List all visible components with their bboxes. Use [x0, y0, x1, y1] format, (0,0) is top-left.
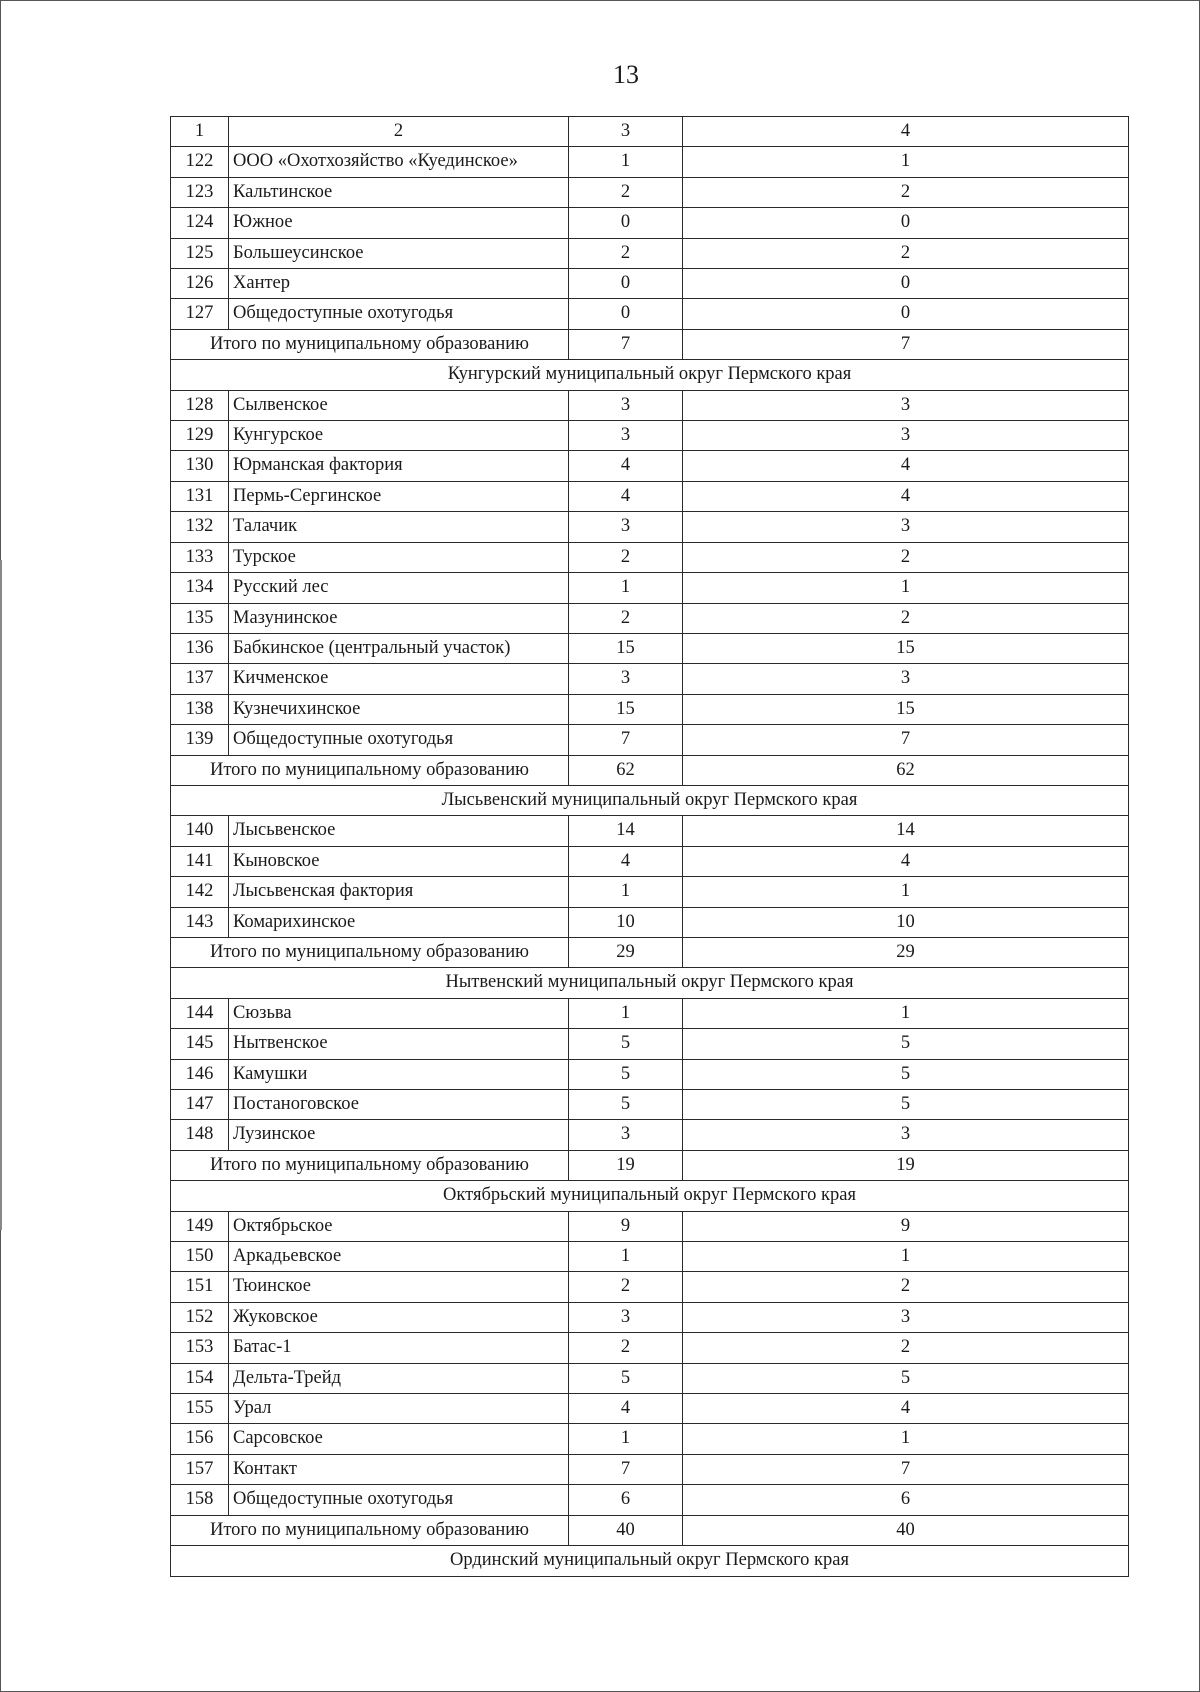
table-row	[171, 907, 1129, 937]
row-value-col3: 3	[569, 1120, 683, 1150]
section-title: Лысьвенский муниципальный округ Пермского края	[171, 785, 1129, 815]
row-number: 127	[171, 299, 229, 329]
row-value-col4: 3	[683, 512, 1129, 542]
total-value-col3: 29	[569, 937, 683, 967]
row-number: 128	[171, 390, 229, 420]
total-row	[171, 329, 1129, 359]
row-value-col3: 3	[569, 1302, 683, 1332]
row-name: Кунгурское	[229, 421, 569, 451]
table-body	[171, 117, 1129, 1577]
row-number: 140	[171, 816, 229, 846]
row-name: Русский лес	[229, 573, 569, 603]
row-value-col3: 2	[569, 177, 683, 207]
page-number: 13	[613, 60, 639, 89]
row-value-col3: 2	[569, 603, 683, 633]
row-value-col4: 5	[683, 1059, 1129, 1089]
table-row	[171, 633, 1129, 663]
row-number: 139	[171, 725, 229, 755]
section-title: Кунгурский муниципальный округ Пермского края	[171, 360, 1129, 390]
row-value-col4: 7	[683, 725, 1129, 755]
row-value-col4: 1	[683, 147, 1129, 177]
row-value-col3: 7	[569, 725, 683, 755]
row-name: Общедоступные охотугодья	[229, 1485, 569, 1515]
row-value-col3: 6	[569, 1485, 683, 1515]
row-value-col4: 3	[683, 421, 1129, 451]
row-value-col4: 4	[683, 451, 1129, 481]
table-row	[171, 512, 1129, 542]
row-value-col4: 2	[683, 542, 1129, 572]
total-label: Итого по муниципальному образованию	[171, 937, 569, 967]
row-value-col4: 1	[683, 1424, 1129, 1454]
row-name: Тюинское	[229, 1272, 569, 1302]
table-row	[171, 1302, 1129, 1332]
total-value-col4: 19	[683, 1150, 1129, 1180]
row-value-col4: 4	[683, 1394, 1129, 1424]
total-value-col4: 40	[683, 1515, 1129, 1545]
table-row	[171, 664, 1129, 694]
table-row	[171, 1029, 1129, 1059]
table-row	[171, 573, 1129, 603]
total-row	[171, 937, 1129, 967]
row-value-col3: 3	[569, 664, 683, 694]
row-value-col4: 7	[683, 1454, 1129, 1484]
total-row	[171, 755, 1129, 785]
table-row	[171, 1424, 1129, 1454]
row-value-col3: 5	[569, 1029, 683, 1059]
row-name: Камушки	[229, 1059, 569, 1089]
row-name: Нытвенское	[229, 1029, 569, 1059]
row-name: Большеусинское	[229, 238, 569, 268]
row-number: 123	[171, 177, 229, 207]
row-value-col4: 6	[683, 1485, 1129, 1515]
header-row	[171, 117, 1129, 147]
section-row	[171, 785, 1129, 815]
section-row	[171, 1181, 1129, 1211]
row-value-col4: 14	[683, 816, 1129, 846]
total-value-col4: 62	[683, 755, 1129, 785]
row-value-col3: 4	[569, 1394, 683, 1424]
row-value-col4: 0	[683, 208, 1129, 238]
table-row	[171, 1242, 1129, 1272]
data-table	[170, 116, 1129, 1577]
row-number: 146	[171, 1059, 229, 1089]
row-value-col3: 7	[569, 1454, 683, 1484]
row-value-col4: 3	[683, 1302, 1129, 1332]
row-number: 145	[171, 1029, 229, 1059]
row-value-col3: 4	[569, 451, 683, 481]
header-cell-1: 1	[171, 117, 229, 147]
row-name: Лысьвенская фактория	[229, 877, 569, 907]
row-value-col4: 1	[683, 573, 1129, 603]
table-row	[171, 421, 1129, 451]
row-value-col4: 15	[683, 694, 1129, 724]
row-value-col4: 2	[683, 238, 1129, 268]
total-label: Итого по муниципальному образованию	[171, 755, 569, 785]
row-value-col4: 4	[683, 481, 1129, 511]
total-row	[171, 1515, 1129, 1545]
row-value-col4: 2	[683, 1333, 1129, 1363]
row-number: 125	[171, 238, 229, 268]
total-value-col3: 19	[569, 1150, 683, 1180]
table-row	[171, 1454, 1129, 1484]
table-row	[171, 542, 1129, 572]
row-name: Сарсовское	[229, 1424, 569, 1454]
section-title: Ординский муниципальный округ Пермского края	[171, 1546, 1129, 1576]
row-name: Талачик	[229, 512, 569, 542]
row-value-col3: 9	[569, 1211, 683, 1241]
row-name: Сылвенское	[229, 390, 569, 420]
total-row	[171, 1150, 1129, 1180]
row-value-col3: 1	[569, 1424, 683, 1454]
row-value-col3: 3	[569, 421, 683, 451]
row-number: 148	[171, 1120, 229, 1150]
table-row	[171, 208, 1129, 238]
row-value-col4: 1	[683, 1242, 1129, 1272]
table-row	[171, 1485, 1129, 1515]
table-row	[171, 451, 1129, 481]
total-value-col3: 40	[569, 1515, 683, 1545]
total-value-col3: 7	[569, 329, 683, 359]
row-name: Аркадьевское	[229, 1242, 569, 1272]
row-value-col4: 5	[683, 1363, 1129, 1393]
row-name: Кальтинское	[229, 177, 569, 207]
row-name: Южное	[229, 208, 569, 238]
row-value-col4: 2	[683, 177, 1129, 207]
row-value-col4: 4	[683, 846, 1129, 876]
table-row	[171, 238, 1129, 268]
row-number: 137	[171, 664, 229, 694]
table-row	[171, 1211, 1129, 1241]
row-number: 144	[171, 998, 229, 1028]
row-value-col3: 5	[569, 1363, 683, 1393]
row-number: 136	[171, 633, 229, 663]
row-value-col3: 15	[569, 633, 683, 663]
row-name: Общедоступные охотугодья	[229, 725, 569, 755]
row-number: 133	[171, 542, 229, 572]
row-value-col3: 0	[569, 208, 683, 238]
row-value-col3: 14	[569, 816, 683, 846]
table-row	[171, 1363, 1129, 1393]
row-value-col3: 2	[569, 238, 683, 268]
table-row	[171, 603, 1129, 633]
row-name: Хантер	[229, 269, 569, 299]
row-name: Комарихинское	[229, 907, 569, 937]
row-name: Турское	[229, 542, 569, 572]
row-number: 151	[171, 1272, 229, 1302]
row-name: Бабкинское (центральный участок)	[229, 633, 569, 663]
row-value-col3: 15	[569, 694, 683, 724]
row-value-col3: 0	[569, 269, 683, 299]
table-row	[171, 177, 1129, 207]
row-number: 132	[171, 512, 229, 542]
row-name: Октябрьское	[229, 1211, 569, 1241]
table-row	[171, 694, 1129, 724]
header-cell-2: 2	[229, 117, 569, 147]
row-name: Постаноговское	[229, 1090, 569, 1120]
row-name: Юрманская фактория	[229, 451, 569, 481]
table-row	[171, 1120, 1129, 1150]
row-value-col3: 10	[569, 907, 683, 937]
row-number: 147	[171, 1090, 229, 1120]
scan-edge-mark	[0, 560, 2, 1230]
table-row	[171, 1394, 1129, 1424]
row-number: 131	[171, 481, 229, 511]
row-value-col3: 4	[569, 846, 683, 876]
row-value-col4: 2	[683, 1272, 1129, 1302]
row-name: Контакт	[229, 1454, 569, 1484]
row-number: 157	[171, 1454, 229, 1484]
total-label: Итого по муниципальному образованию	[171, 1150, 569, 1180]
row-value-col3: 5	[569, 1090, 683, 1120]
row-value-col3: 1	[569, 1242, 683, 1272]
row-name: Жуковское	[229, 1302, 569, 1332]
row-number: 122	[171, 147, 229, 177]
table-row	[171, 877, 1129, 907]
header-cell-3: 3	[569, 117, 683, 147]
total-value-col4: 7	[683, 329, 1129, 359]
section-title: Нытвенский муниципальный округ Пермского края	[171, 968, 1129, 998]
row-value-col3: 2	[569, 1333, 683, 1363]
row-number: 141	[171, 846, 229, 876]
row-name: Кузнечихинское	[229, 694, 569, 724]
row-value-col3: 1	[569, 147, 683, 177]
table-row	[171, 816, 1129, 846]
row-number: 143	[171, 907, 229, 937]
table-row	[171, 269, 1129, 299]
row-number: 126	[171, 269, 229, 299]
row-number: 150	[171, 1242, 229, 1272]
row-value-col4: 0	[683, 269, 1129, 299]
row-number: 129	[171, 421, 229, 451]
row-value-col4: 5	[683, 1090, 1129, 1120]
section-title: Октябрьский муниципальный округ Пермского края	[171, 1181, 1129, 1211]
row-name: Кыновское	[229, 846, 569, 876]
row-name: Кичменское	[229, 664, 569, 694]
section-row	[171, 1546, 1129, 1576]
row-name: Общедоступные охотугодья	[229, 299, 569, 329]
row-number: 135	[171, 603, 229, 633]
row-value-col4: 10	[683, 907, 1129, 937]
table-row	[171, 390, 1129, 420]
row-number: 124	[171, 208, 229, 238]
row-number: 155	[171, 1394, 229, 1424]
total-label: Итого по муниципальному образованию	[171, 1515, 569, 1545]
row-value-col3: 0	[569, 299, 683, 329]
row-value-col4: 15	[683, 633, 1129, 663]
row-value-col3: 3	[569, 390, 683, 420]
row-number: 149	[171, 1211, 229, 1241]
row-name: Лысьвенское	[229, 816, 569, 846]
table-row	[171, 725, 1129, 755]
row-value-col4: 9	[683, 1211, 1129, 1241]
row-value-col4: 2	[683, 603, 1129, 633]
row-value-col3: 5	[569, 1059, 683, 1089]
row-value-col4: 0	[683, 299, 1129, 329]
row-value-col3: 4	[569, 481, 683, 511]
row-number: 156	[171, 1424, 229, 1454]
total-label: Итого по муниципальному образованию	[171, 329, 569, 359]
total-value-col4: 29	[683, 937, 1129, 967]
row-number: 134	[171, 573, 229, 603]
row-name: Пермь-Сергинское	[229, 481, 569, 511]
table-row	[171, 147, 1129, 177]
row-number: 142	[171, 877, 229, 907]
table-row	[171, 1090, 1129, 1120]
row-name: Урал	[229, 1394, 569, 1424]
row-name: Дельта-Трейд	[229, 1363, 569, 1393]
table-row	[171, 481, 1129, 511]
row-value-col4: 1	[683, 877, 1129, 907]
row-name: Сюзьва	[229, 998, 569, 1028]
row-value-col4: 3	[683, 390, 1129, 420]
row-name: Лузинское	[229, 1120, 569, 1150]
section-row	[171, 360, 1129, 390]
row-name: Мазунинское	[229, 603, 569, 633]
row-value-col4: 5	[683, 1029, 1129, 1059]
row-number: 154	[171, 1363, 229, 1393]
row-name: Батас-1	[229, 1333, 569, 1363]
row-value-col4: 3	[683, 1120, 1129, 1150]
row-value-col3: 1	[569, 998, 683, 1028]
header-cell-4: 4	[683, 117, 1129, 147]
row-value-col4: 3	[683, 664, 1129, 694]
row-number: 130	[171, 451, 229, 481]
table-row	[171, 1059, 1129, 1089]
total-value-col3: 62	[569, 755, 683, 785]
section-row	[171, 968, 1129, 998]
table-row	[171, 846, 1129, 876]
row-number: 158	[171, 1485, 229, 1515]
row-value-col3: 3	[569, 512, 683, 542]
table-row	[171, 998, 1129, 1028]
row-value-col3: 2	[569, 1272, 683, 1302]
table-row	[171, 1333, 1129, 1363]
row-number: 152	[171, 1302, 229, 1332]
row-value-col3: 1	[569, 573, 683, 603]
row-value-col3: 2	[569, 542, 683, 572]
row-number: 138	[171, 694, 229, 724]
row-number: 153	[171, 1333, 229, 1363]
row-name: ООО «Охотхозяйство «Куединское»	[229, 147, 569, 177]
table-row	[171, 1272, 1129, 1302]
row-value-col3: 1	[569, 877, 683, 907]
table-row	[171, 299, 1129, 329]
row-value-col4: 1	[683, 998, 1129, 1028]
